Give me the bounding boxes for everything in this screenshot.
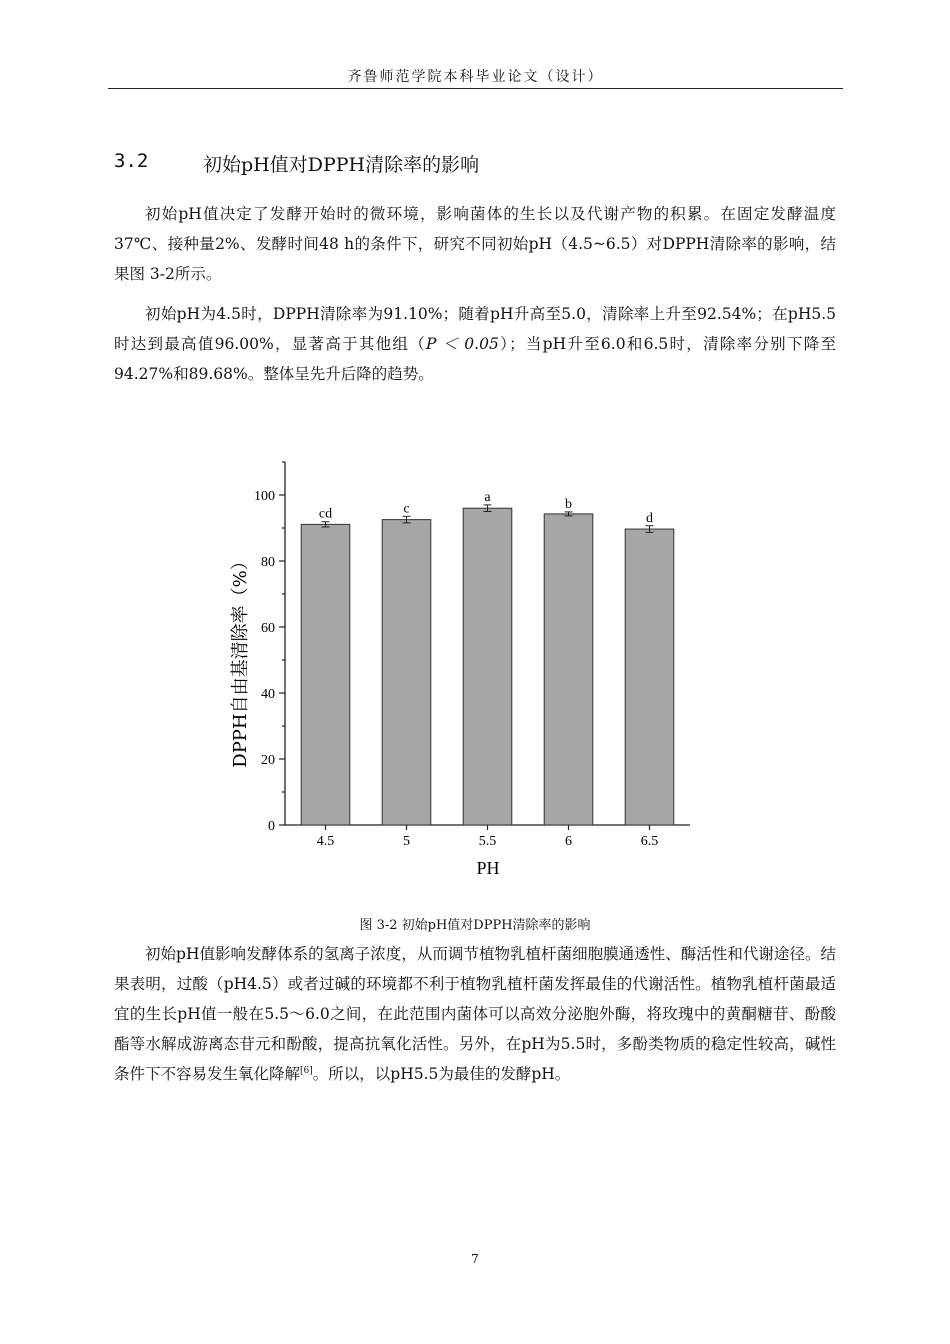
significance-label: a — [484, 489, 491, 505]
citation-ref: [6] — [300, 1065, 313, 1076]
header-rule — [108, 88, 843, 89]
paragraph-intro: 初始pH值决定了发酵开始时的微环境，影响菌体的生长以及代谢产物的积累。在固定发酵温度37℃、接种量2%、发酵时间48 h的条件下，研究不同初始pH（4.5~6.5）对DPPH清除率的影响，结果图 3-2所示。 — [114, 205, 836, 283]
significance-label: c — [403, 501, 410, 517]
significance-label: b — [565, 496, 572, 512]
chart-bars — [301, 490, 674, 825]
significance-p-value: P ＜ 0.05 — [425, 335, 499, 353]
results-text-b: ）；当pH升至6.0和6.5时，清除率分别下降至94.27%和89.68%。整体呈先升后降的趋势。 — [114, 335, 836, 383]
x-tick-label: 5.5 — [478, 834, 497, 849]
paragraph-discussion — [114, 939, 836, 1089]
bar — [301, 524, 350, 825]
page-number: 7 — [471, 1252, 479, 1266]
x-tick-label: 4.5 — [316, 834, 335, 849]
y-tick-label: 100 — [254, 489, 275, 504]
x-tick-label: 5 — [403, 834, 410, 849]
section-title: 初始pH值对DPPH清除率的影响 — [203, 154, 480, 176]
y-tick-label: 0 — [268, 819, 275, 834]
bar-chart — [210, 450, 710, 895]
y-axis-label: DPPH自由基清除率（%） — [230, 552, 251, 768]
section-number: 3.2 — [114, 150, 149, 172]
running-header: 齐鲁师范学院本科毕业论文（设计） — [347, 69, 604, 85]
discussion-text-a: 初始pH值影响发酵体系的氢离子浓度，从而调节植物乳植杆菌细胞膜通透性、酶活性和代谢途径。结果表明，过酸（pH4.5）或者过碱的环境都不利于植物乳植杆菌发挥最佳的代谢活性。植物乳植杆菌最适宜的生长pH值一般在5.5～6.0之间，在此范围内菌体可以高效分泌胞外酶，将玫瑰中的黄酮糖苷、酚酸酯等水解成游离态苷元和酚酸，提高抗氧化活性。另外，在pH为5.5时，多酚类物质的稳定性较高，碱性条件下不容易发生氧化降解 — [114, 945, 836, 1083]
paragraph-results — [114, 299, 836, 389]
y-tick-label: 80 — [261, 555, 275, 570]
x-tick-label: 6.5 — [640, 834, 659, 849]
y-tick-label: 20 — [261, 753, 275, 768]
significance-label: d — [646, 510, 653, 526]
discussion-text-b: 。所以，以pH5.5为最佳的发酵pH。 — [312, 1065, 571, 1083]
figure-caption: 图 3-2 初始pH值对DPPH清除率的影响 — [359, 918, 591, 933]
y-tick-label: 60 — [261, 621, 275, 636]
results-text-a: 初始pH为4.5时，DPPH清除率为91.10%；随着pH升高至5.0，清除率上升至92.54%；在pH5.5时达到最高值96.00%，显著高于其他组（ — [114, 305, 836, 353]
bar — [544, 514, 593, 825]
bar — [382, 520, 431, 825]
bar — [463, 508, 512, 825]
bar — [625, 529, 674, 825]
x-tick-label: 6 — [565, 834, 572, 849]
significance-label: cd — [318, 506, 333, 522]
y-tick-label: 40 — [261, 687, 275, 702]
x-axis-label: PH — [476, 858, 500, 878]
